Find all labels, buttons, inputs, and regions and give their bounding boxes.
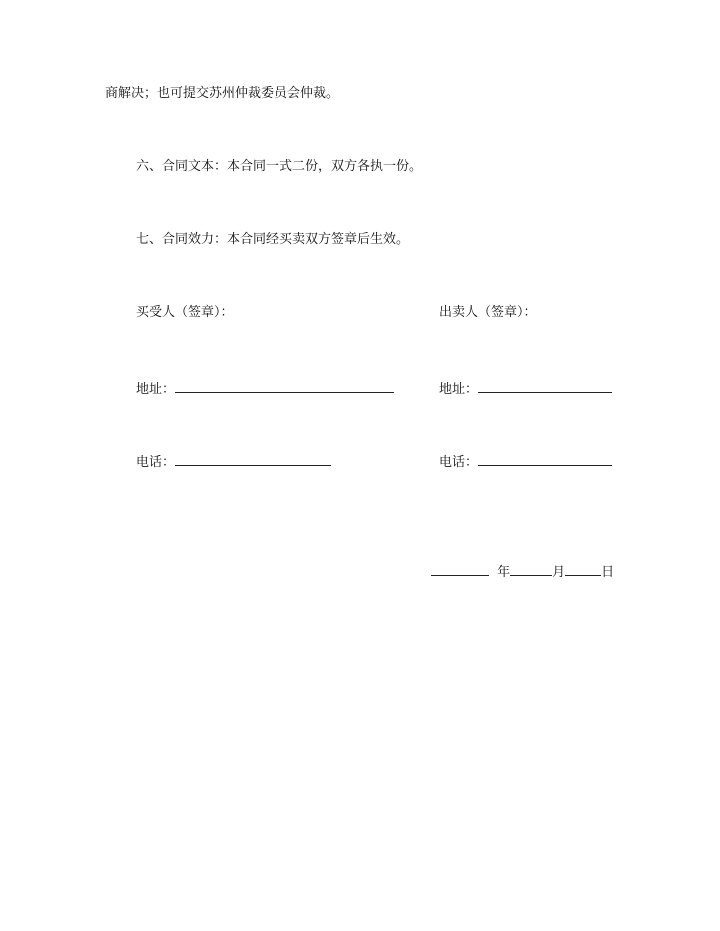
paragraph-continued: 商解决；也可提交苏州仲裁委员会仲裁。 [105, 86, 340, 101]
buyer-address-blank[interactable] [175, 378, 394, 393]
buyer-address-label: 地址： [136, 382, 176, 397]
buyer-address-row [136, 378, 394, 399]
year-label: 年 [497, 565, 511, 580]
month-label: 月 [552, 565, 566, 580]
buyer-phone-label: 电话： [136, 455, 176, 470]
year-blank[interactable] [431, 561, 489, 576]
clause-seven: 七、合同效力：本合同经买卖双方签章后生效。 [136, 232, 410, 247]
buyer-phone-blank[interactable] [175, 451, 331, 466]
buyer-signature-label: 买受人（签章）： [136, 305, 234, 320]
date-row [431, 561, 614, 582]
day-blank[interactable] [565, 561, 601, 576]
month-blank[interactable] [510, 561, 552, 576]
seller-phone-blank[interactable] [478, 451, 612, 466]
seller-signature-label: 出卖人（签章）： [439, 305, 537, 320]
seller-phone-label: 电话： [439, 455, 479, 470]
seller-address-label: 地址： [439, 382, 479, 397]
clause-six: 六、合同文本：本合同一式二份，双方各执一份。 [136, 159, 423, 174]
seller-address-row [439, 378, 612, 399]
seller-address-blank[interactable] [478, 378, 612, 393]
day-label: 日 [601, 565, 615, 580]
seller-phone-row [439, 451, 612, 472]
buyer-phone-row [136, 451, 331, 472]
